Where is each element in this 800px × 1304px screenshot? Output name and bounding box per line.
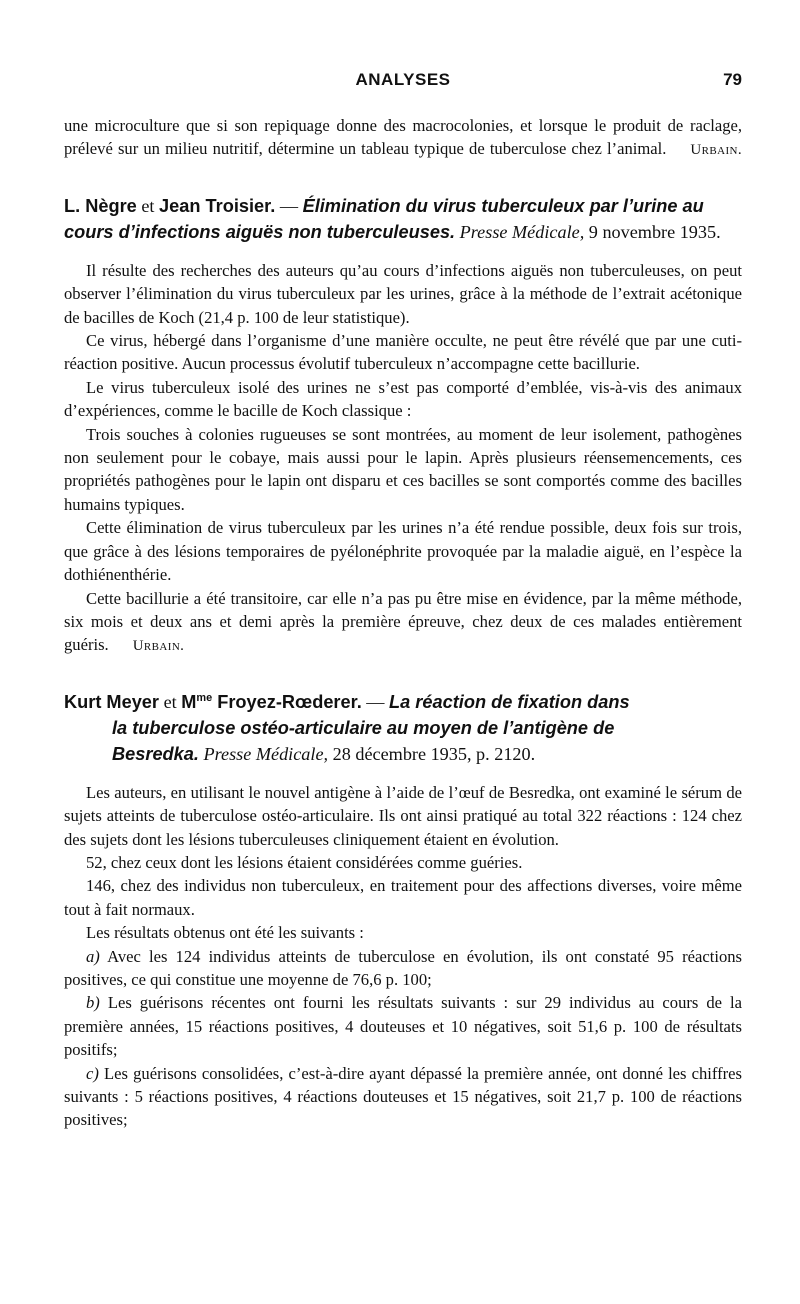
article1-paragraph: Le virus tuberculeux isolé des urines ne s’est pas comporté d’emblée, vis-à-vis des animaux d’expériences, comme le bacille de Koch classique : <box>64 377 742 421</box>
list-item-text: Les guérisons récentes ont fourni les résultats suivants : sur 29 individus au cours de la première années, 15 réactions positives, 4 douteuses et 10 négatives, soit 51,6 p. 100 de résultats positifs; <box>64 993 742 1060</box>
section-title: ANALYSES <box>355 70 451 89</box>
article2-paragraph: Les auteurs, en utilisant le nouvel antigène à l’aide de l’œuf de Besredka, ont examiné le sérum de sujets atteints de tuberculose ostéo-articulaire. Ils ont ainsi pratiqué au total 322 réactions : 124 chez des sujets dont les lésions tuberculeuses cliniquement étaient en évolution. <box>64 782 742 849</box>
article2-paragraph: Les résultats obtenus ont été les suivants : <box>86 923 364 943</box>
article1-et: et <box>141 195 155 216</box>
list-item-marker: c) <box>86 1063 99 1083</box>
article1-paragraph: Il résulte des recherches des auteurs qu’au cours d’infections aiguës non tuberculeuses, on peut observer l’élimination du virus tuberculeux par les urines, grâce à la méthode de l’extrait acétonique de bacilles de Koch (21,4 p. 100 de leur statistique). <box>64 260 742 327</box>
list-item-text: Les guérisons consolidées, c’est-à-dire ayant dépassé la première année, ont donné les chiffres suivants : 5 réactions positives, 4 réactions douteuses et 15 négatives, soit 21,7 p. 100 de réactions positives; <box>64 1063 742 1130</box>
article1-journal: Presse Médicale, <box>459 221 585 242</box>
article2-dash: — <box>366 691 385 712</box>
article1-author-2: Jean Troisier. <box>159 195 276 216</box>
article2-body <box>64 781 742 1132</box>
article2-paragraph: 146, chez des individus non tuberculeux, en traitement pour des affections diverses, voire même tout à fait normaux. <box>64 876 742 919</box>
article2-author-1: Kurt Meyer <box>64 691 160 712</box>
article1-author-1: L. Nègre <box>64 195 137 216</box>
list-item <box>64 991 742 1061</box>
article1-dash: — <box>279 195 299 216</box>
running-header <box>64 68 742 98</box>
article1-paragraph: Ce virus, hébergé dans l’organisme d’une manière occulte, ne peut être révélé que par une cuti-réaction positive. Aucun processus évolutif tuberculeux n’accompagne cette bacillurie. <box>64 331 742 374</box>
article2-title-1: La réaction de fixation dans <box>389 691 630 712</box>
article1-last-text: Cette bacillurie a été transitoire, car elle n’a pas pu être mise en évidence, par la même méthode, six mois et deux ans et demi après la première épreuve, chez deux de ces malades entièrement guéris. <box>64 588 742 655</box>
list-item-marker: a) <box>86 946 100 966</box>
list-item-marker: b) <box>86 993 100 1013</box>
list-item-text: Avec les 124 individus atteints de tuberculose en évolution, ils ont constaté 95 réactions positives, ce qui constitue une moyenne de 76,6 p. 100; <box>64 946 743 989</box>
page-number: 79 <box>723 70 742 89</box>
intro-signature: Urbain. <box>690 142 742 159</box>
article2-heading <box>64 689 742 767</box>
article1-date: 9 novembre 1935. <box>588 221 721 242</box>
list-item <box>64 945 742 992</box>
article1-last-paragraph <box>64 587 742 659</box>
intro-text: une microculture que si son repiquage donne des macrocolonies, et lorsque le produit de raclage, prélevé sur un milieu nutritif, détermine un tableau typique de tuberculose chez l’animal. <box>64 116 742 159</box>
article1-body <box>64 259 742 659</box>
list-item <box>64 1062 742 1132</box>
intro-paragraph <box>64 114 742 163</box>
article2-title-3: Besredka. <box>112 743 199 764</box>
article1-heading <box>64 193 742 245</box>
article2-et: et <box>163 691 177 712</box>
article2-paragraph: 52, chez ceux dont les lésions étaient considérées comme guéries. <box>86 852 523 872</box>
article1-signature: Urbain. <box>132 638 185 655</box>
article2-journal: Presse Médicale, <box>203 743 329 764</box>
article2-author-2: $M^{me}$ Froyez-Rœderer. <box>181 691 362 712</box>
article1-title: Élimination du virus tuberculeux par l’urine au cours d’infections aiguës non tuberculeuses. <box>64 195 704 242</box>
article2-title-2: la tuberculose ostéo-articulaire au moyen de l’antigène de <box>112 717 615 738</box>
article1-paragraph: Trois souches à colonies rugueuses se sont montrées, au moment de leur isolement, pathogènes non seulement pour le cobaye, mais aussi pour le lapin. Après plusieurs réensemencements, ces propriétés pathogènes pour le lapin ont disparu et ces bacilles se sont comportés comme des bacilles humains typiques. <box>64 424 742 514</box>
article2-date: 28 décembre 1935, p. 2120. <box>332 743 536 764</box>
article1-paragraph: Cette élimination de virus tuberculeux par les urines n’a été rendue possible, deux fois sur trois, que grâce à des lésions temporaires de pyélonéphrite provoquée par la maladie aiguë, en l’espèce la dothiénenthérie. <box>64 518 742 585</box>
